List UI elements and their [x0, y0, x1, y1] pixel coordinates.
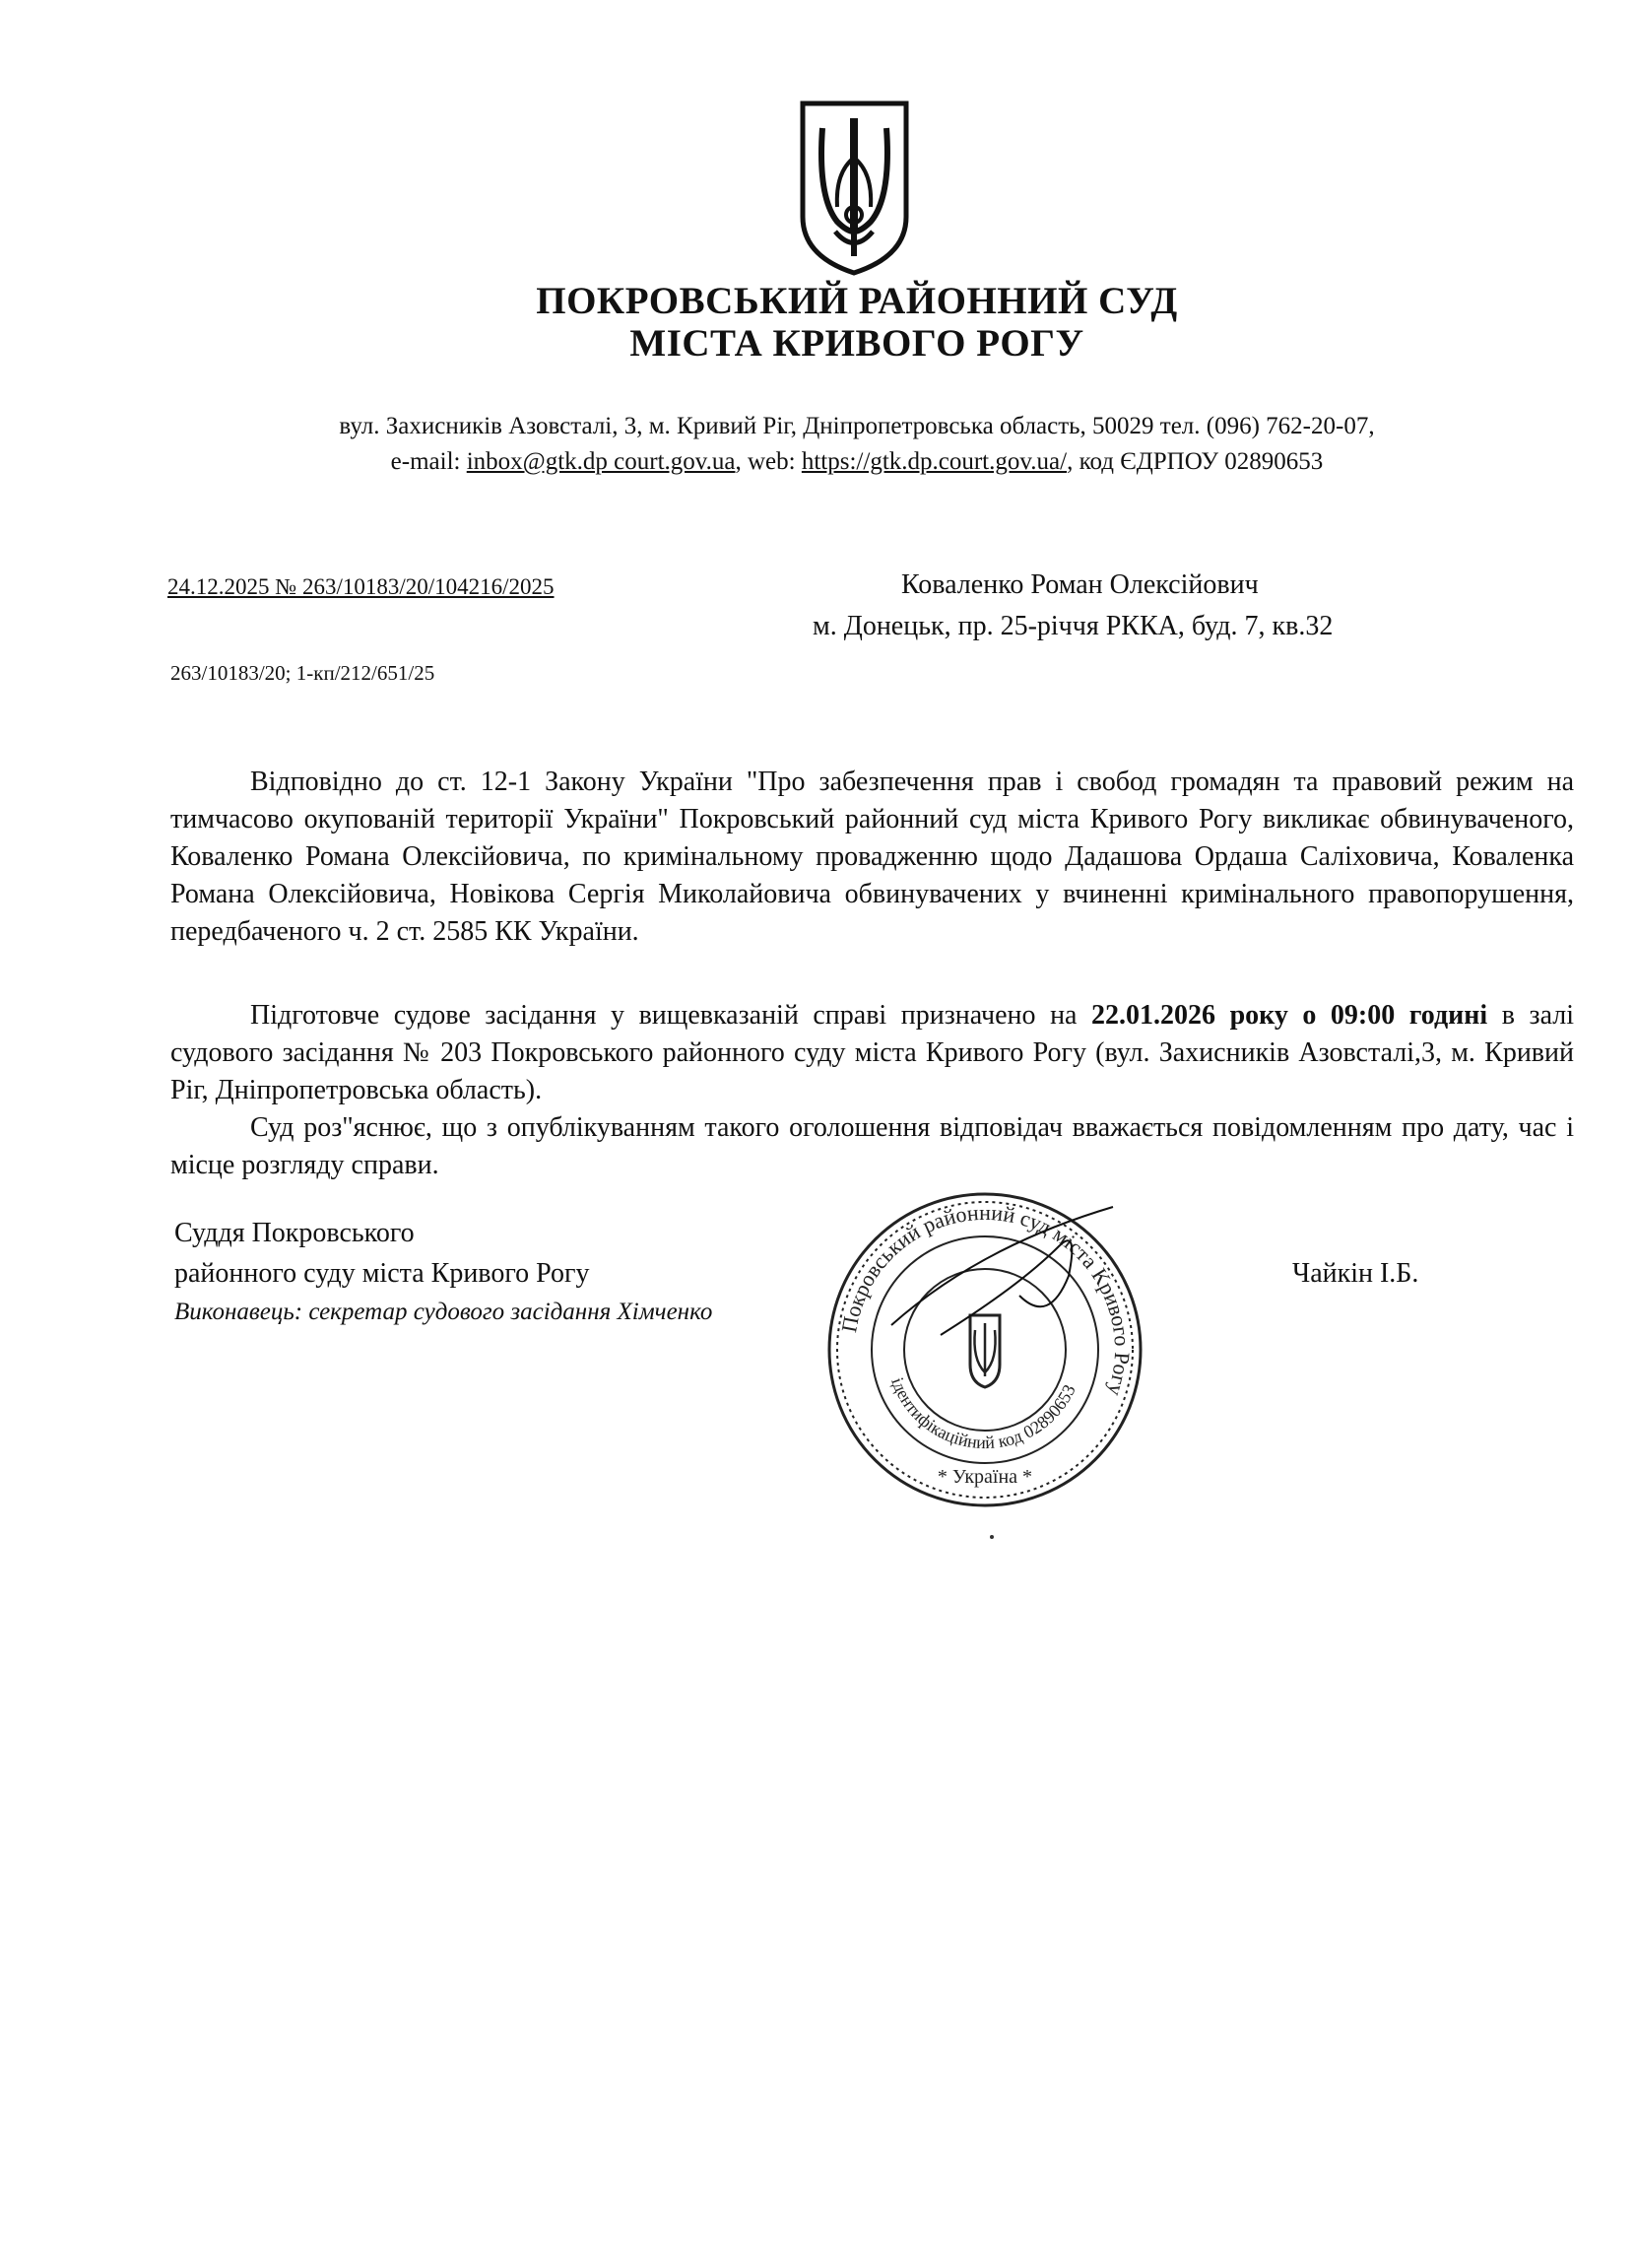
paragraph-text: Суд роз"яснює, що з опублікуванням такого оголошення відповідач вважається повідомленням про дату, час і місце розгляду справи. [170, 1112, 1574, 1180]
web-link[interactable]: https://gtk.dp.court.gov.ua/ [801, 448, 1068, 475]
trident-emblem-icon [798, 99, 911, 276]
recipient-name: Коваленко Роман Олексійович [901, 569, 1259, 600]
svg-text:ідентифікаційний код 02890653: ідентифікаційний код 02890653 [887, 1374, 1079, 1453]
paragraph-text: в залі судового засідання № 203 Покровського районного суду міста Кривого Рогу (вул. Захисників Азовсталі,3, м. Кривий Ріг, Дніпропетровська область). [170, 1000, 1574, 1105]
web-prefix: , web: [735, 448, 802, 475]
recipient-address: м. Донецьк, пр. 25-річчя РККА, буд. 7, кв.32 [813, 611, 1334, 641]
court-contacts [0, 409, 1635, 480]
svg-text:Покровський районний суд міста: Покровський районний суд міста Кривого Рогу [836, 1199, 1136, 1399]
email-link[interactable]: inbox@gtk.dp court.gov.ua [466, 448, 736, 475]
body-paragraph-1 [170, 764, 1574, 951]
judge-name: Чайкін І.Б. [1292, 1258, 1419, 1289]
outgoing-number: 24.12.2025 № 263/10183/20/104216/2025 [167, 574, 555, 599]
scan-dot [990, 1535, 994, 1539]
court-address: вул. Захисників Азовсталі, 3, м. Кривий Ріг, Дніпропетровська область, 50029 тел. (096) 762-20-07, [339, 413, 1375, 439]
judge-title-line2: районного суду міста Кривого Рогу [174, 1258, 590, 1289]
body-paragraph-3 [170, 1109, 1574, 1184]
court-name-line1: ПОКРОВСЬКИЙ РАЙОННИЙ СУД [536, 280, 1178, 322]
hearing-datetime: 22.01.2026 року о 09:00 годині [1091, 1000, 1488, 1031]
body-paragraph-2 [170, 997, 1574, 1109]
edrpou-code: , код ЄДРПОУ 02890653 [1067, 448, 1324, 475]
email-prefix: e-mail: [390, 448, 467, 475]
judge-title-line1: Суддя Покровського [174, 1218, 415, 1248]
court-seal-stamp [822, 1187, 1147, 1512]
case-numbers: 263/10183/20; 1-кп/212/651/25 [170, 661, 435, 685]
paragraph-text: Підготовче судове засідання у вищевказаній справі призначено на [250, 1000, 1092, 1031]
paragraph-text: Відповідно до ст. 12-1 Закону України "Про забезпечення прав і свобод громадян та правовий режим на тимчасово окупованій території України" Покровський районний суд міста Кривого Рогу викликає обвинуваченого, Коваленко Романа Олексійовича, по кримінальному провадженню щодо Дадашова Ордаша Саліховича, Коваленка Романа Олексійовича, Новікова Сергія Миколайовича обвинувачених у вчиненні кримінального правопорушення, передбаченого ч. 2 ст. 2585 КК України. [170, 767, 1574, 947]
court-name-line2: МІСТА КРИВОГО РОГУ [629, 322, 1084, 365]
svg-text:* Україна *: * Україна * [937, 1466, 1033, 1488]
executor-line: Виконавець: секретар судового засідання Хімченко [174, 1299, 713, 1325]
court-email-web-line [0, 444, 1635, 480]
